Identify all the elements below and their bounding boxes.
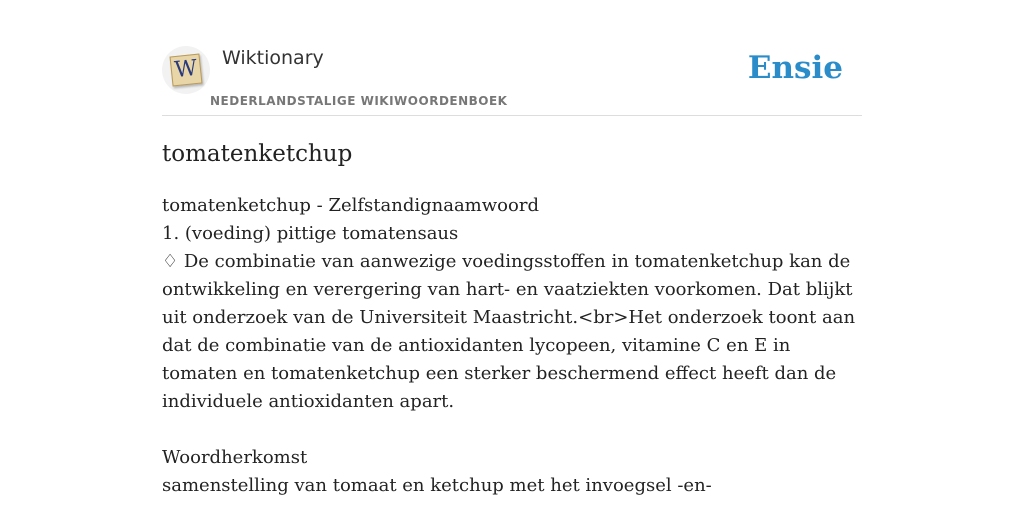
ensie-brand-link[interactable]: Ensie [747,50,843,86]
site-name[interactable]: Wiktionary [222,47,324,69]
entry-heading-line: tomatenketchup - Zelfstandignaamwoord [162,195,539,216]
logo-tile [170,54,203,87]
wiktionary-logo-icon[interactable] [162,46,210,94]
entry-definition: 1. (voeding) pittige tomatensaus [162,223,459,244]
logo-letter: W [173,55,199,84]
etymology-heading: Woordherkomst [162,447,308,468]
spacer [162,416,862,444]
site-header [162,0,862,116]
page-container [162,0,862,496]
entry-example: ♢ De combinatie van aanwezige voedingsstoffen in tomatenketchup kan de ontwikkeling en verergering van hart- en vaatziekten voorkomen. Dat blijkt uit onderzoek van de Universiteit Maastricht.<br>Het onderzoek toont aan dat de combinatie van de antioxidanten lycopeen, vitamine C en E in tomaten en tomatenketchup een sterker beschermend effect heeft dan de individuele antioxidanten apart. [162,251,856,412]
site-subtitle: NEDERLANDSTALIGE WIKIWOORDENBOEK [210,94,508,108]
page-title: tomatenketchup [162,141,353,167]
etymology-text: samenstelling van tomaat en ketchup met het invoegsel -en- [162,475,712,496]
entry-body [162,192,862,500]
